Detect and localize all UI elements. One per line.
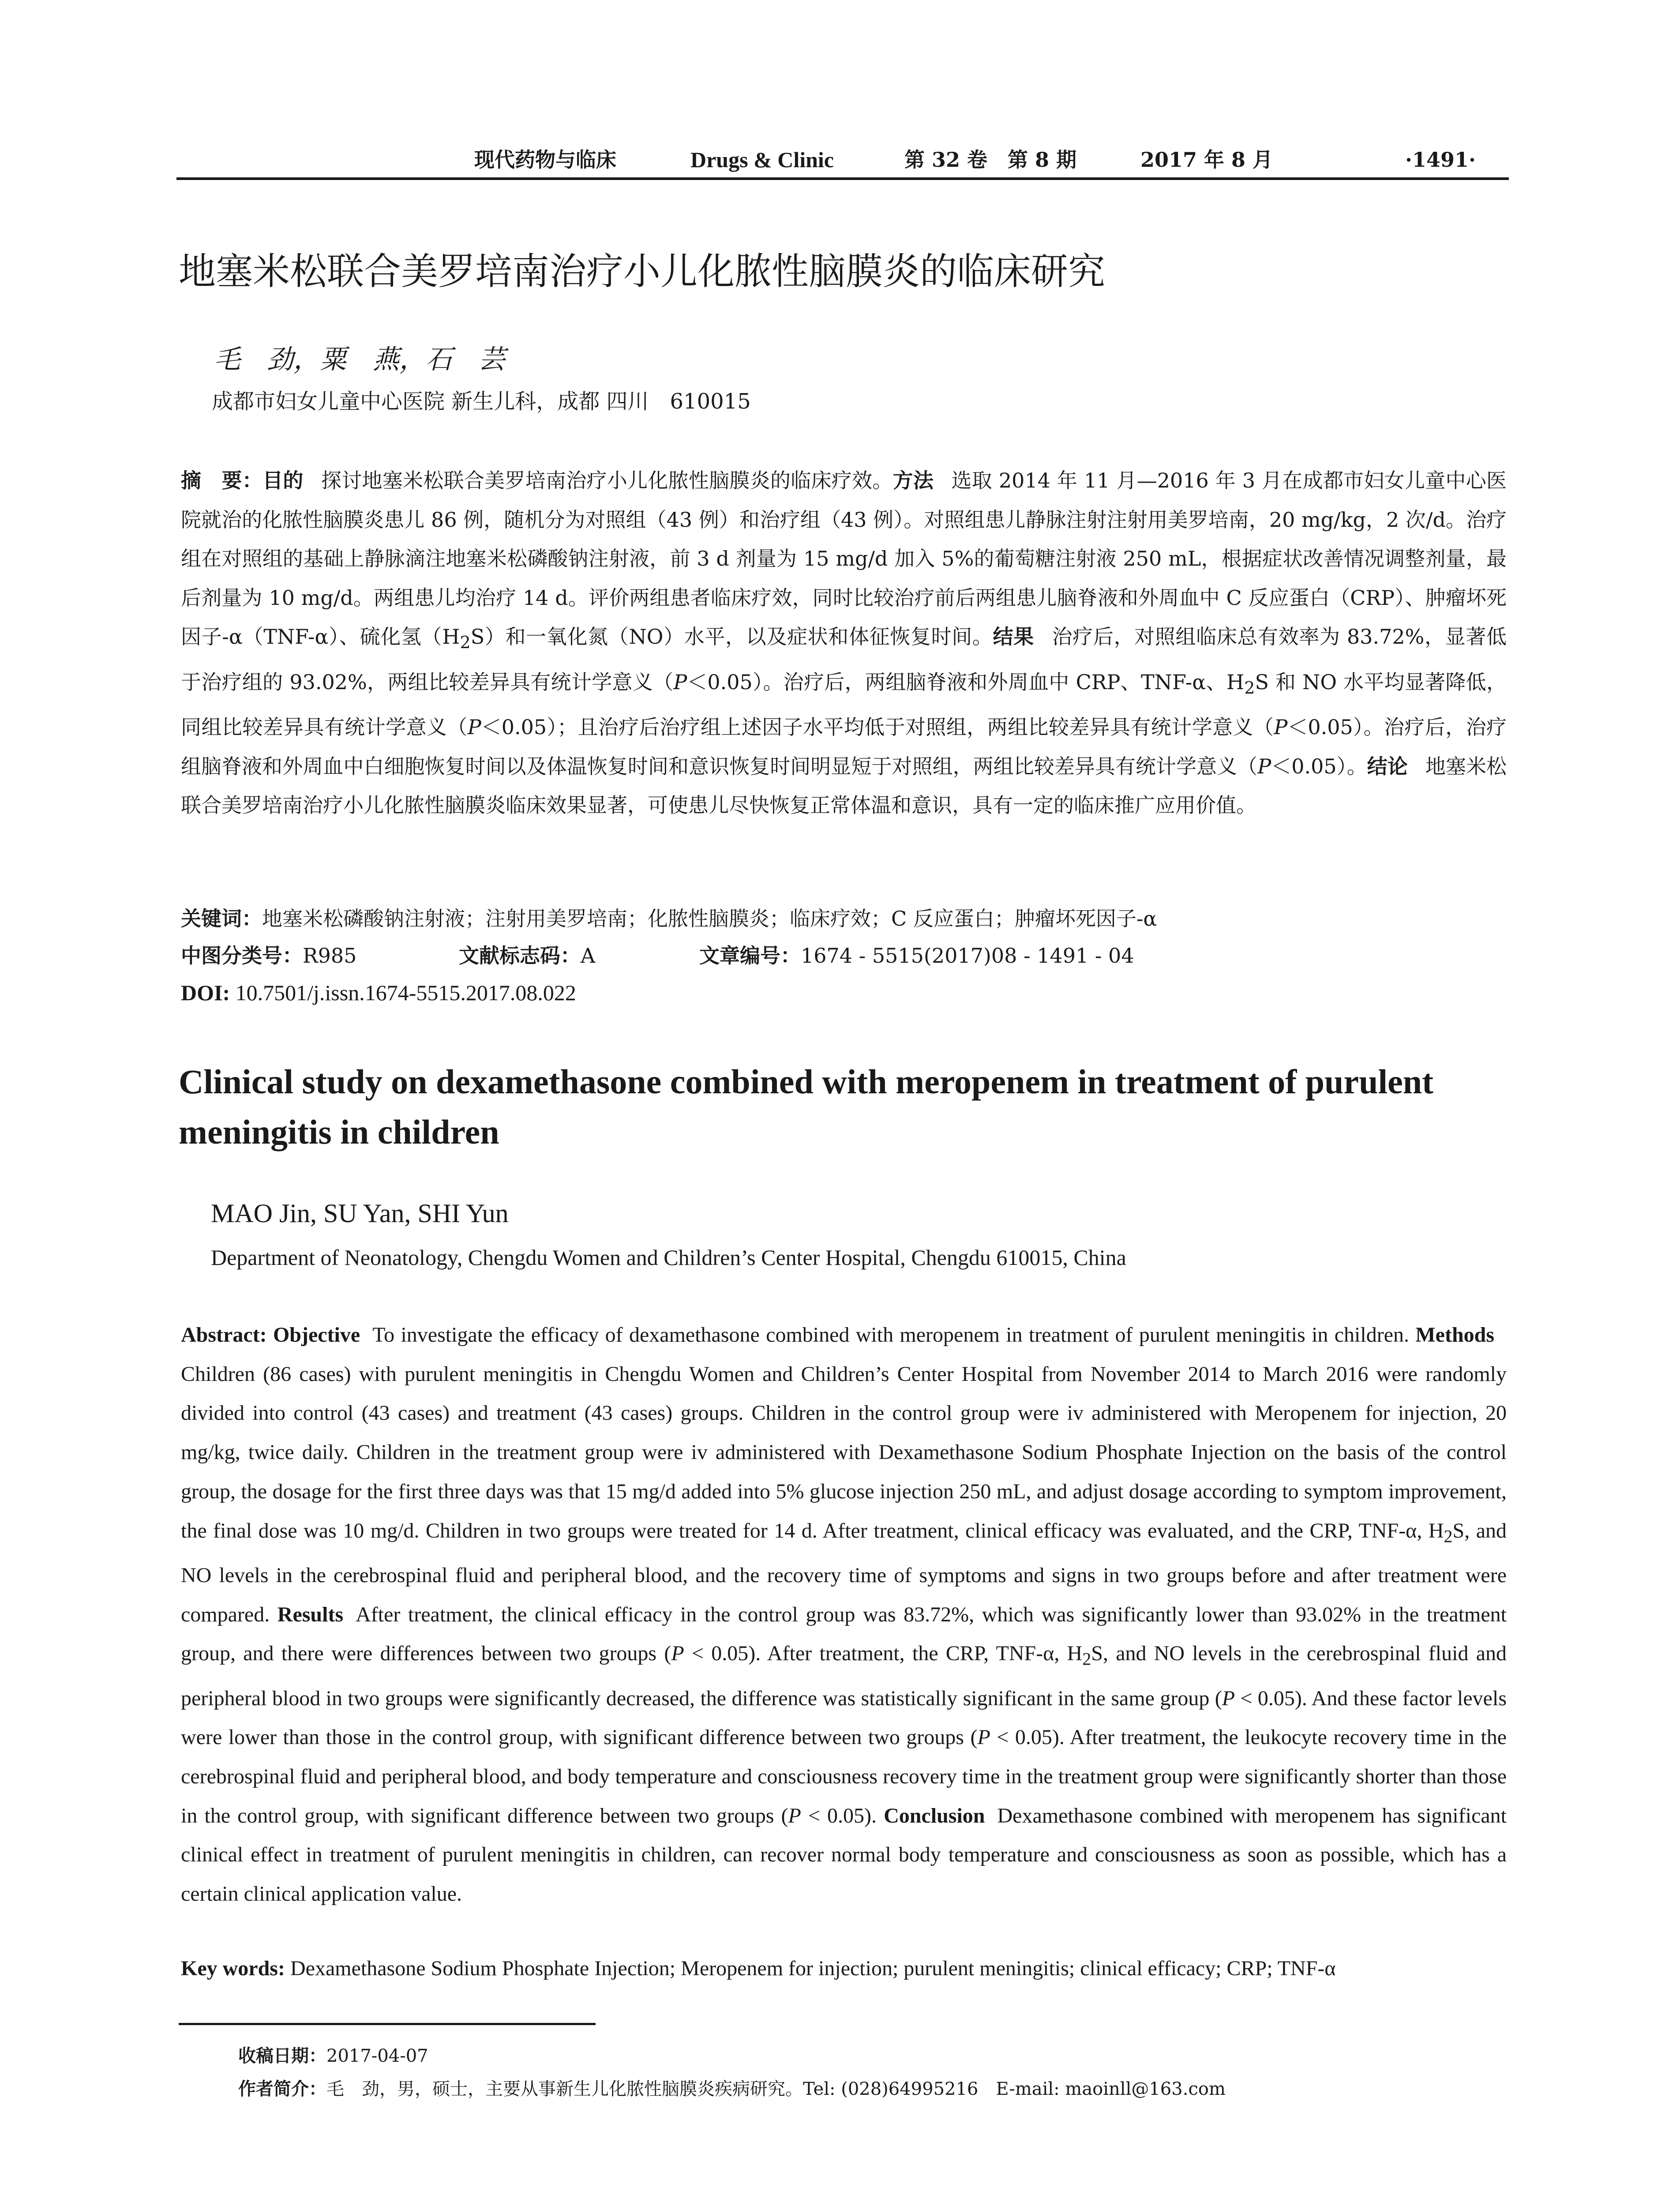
conclusion-cn-label: 结论 <box>1367 754 1408 778</box>
footnote-author <box>238 2074 1226 2105</box>
author-bio-value: 毛 劲，男，硕士，主要从事新生儿化脓性脑膜炎疾病研究。Tel: (028)64995216 E-mail: maoinll@163.com <box>326 2079 1226 2099</box>
footnote-received <box>238 2041 428 2071</box>
results-cn-text-4: ＜0.05）；且治疗后治疗组上述因子水平均低于对照组，两组比较差异具有统计学意义（ <box>481 715 1274 739</box>
keywords-en <box>181 1950 1336 1987</box>
results-cn-text-1: 治疗后，对照组临床总有效率为 83.72%，显著低于治疗组的 93.02%，两组比较差异具有统计学意义（ <box>181 625 1507 694</box>
methods-en-label: Methods <box>1415 1323 1495 1347</box>
clc-label: 中图分类号： <box>181 944 303 968</box>
p-value-symbol: P <box>1222 1686 1235 1710</box>
doc-code <box>459 937 595 974</box>
title-en-line-1: Clinical study on dexamethasone combined with meropenem in treatment of purulent <box>179 1062 1434 1101</box>
affiliation-cn: 成都市妇女儿童中心医院 新生儿科，成都 四川 610015 <box>212 389 751 414</box>
results-en-text-1: After treatment, the clinical efficacy in the control group was 83.72%, which was significantly lower than 93.02% in the treatment group, and there were differences between two groups ( <box>181 1602 1507 1666</box>
results-cn-text-3: S 和 NO 水平均显著降低，同组比较差异具有统计学意义（ <box>181 670 1507 739</box>
results-en-text-4: < 0.05). And these factor levels were lower than those in the control group, with significant difference between two groups ( <box>181 1686 1507 1749</box>
keywords-en-text: Dexamethasone Sodium Phosphate Injection; Meropenem for injection; purulent meningitis; clinical efficacy; CRP; TNF-α <box>290 1957 1336 1980</box>
header-rule <box>176 177 1509 180</box>
keywords-cn <box>181 900 1157 937</box>
objective-en-text: To investigate the efficacy of dexamethasone combined with meropenem in treatment of purulent meningitis in children. <box>372 1323 1410 1347</box>
doi-value: 10.7501/j.issn.1674-5515.2017.08.022 <box>235 980 576 1005</box>
methods-cn-text-2: S）和一氧化氮（NO）水平，以及症状和体征恢复时间。 <box>470 625 993 649</box>
article-number-label: 文章编号： <box>699 944 801 968</box>
doi-line <box>181 974 576 1011</box>
results-en-text-3: S, and NO levels in the cerebrospinal fluid and peripheral blood in two groups were significantly decreased, the difference was statistically significant in the same group ( <box>181 1642 1507 1710</box>
results-cn-text-6: ＜0.05）。 <box>1271 754 1367 778</box>
doc-code-label: 文献标志码： <box>459 944 581 968</box>
abstract-cn-label: 摘 要： <box>181 469 263 492</box>
clc-value: R985 <box>303 944 357 968</box>
p-value-symbol: P <box>1257 754 1271 778</box>
methods-en-text-2: S, and NO levels in the cerebrospinal fluid and peripheral blood, and the recovery time of symptoms and signs in two groups before and after treatment were compared. <box>181 1519 1507 1626</box>
results-en-text-6: < 0.05). <box>801 1804 877 1827</box>
authors-en: MAO Jin, SU Yan, SHI Yun <box>211 1199 509 1228</box>
article-number <box>699 937 1134 974</box>
conclusion-en-label: Conclusion <box>884 1804 985 1827</box>
methods-cn-label: 方法 <box>892 469 934 492</box>
keywords-en-label: Key words: <box>181 1957 285 1980</box>
received-value: 2017-04-07 <box>326 2046 428 2066</box>
authors-cn: 毛 劲，粟 燕，石 芸 <box>214 344 505 375</box>
results-en-label: Results <box>277 1602 344 1626</box>
methods-cn-text: 选取 2014 年 11 月—2016 年 3 月在成都市妇女儿童中心医院就治的化脓性脑膜炎患儿 86 例，随机分为对照组（43 例）和治疗组（43 例）。对照组患儿静脉注射注射用美罗培南，20 mg/kg，2 次/d。治疗组在对照组的基础上静脉滴注地塞米松磷酸钠注射液，前 3 d 剂量为 15 mg/d 加入 5%的葡萄糖注射液 250 mL，根据症状改善情况调整剂量，最后剂量为 10 mg/d。两组患儿均治疗 14 d。评价两组患者临床疗效，同时比较治疗前后两组患儿脑脊液和外周血中 C 反应蛋白（CRP）、肿瘤坏死因子-α（TNF-α）、硫化氢（H <box>181 469 1507 649</box>
title-en-line-2: meningitis in children <box>179 1113 499 1151</box>
abstract-en-label: Abstract: <box>181 1323 267 1347</box>
received-label: 收稿日期： <box>238 2046 326 2066</box>
results-cn-label: 结果 <box>993 625 1034 649</box>
page-number: ·1491· <box>1405 148 1476 172</box>
methods-cn-sub: 2 <box>460 633 471 653</box>
results-cn-text-5: ＜0.05）。治疗后，治疗组脑脊液和外周血中白细胞恢复时间以及体温恢复时间和意识恢复时间明显短于对照组，两组比较差异具有统计学意义（ <box>181 715 1507 778</box>
affiliation-en: Department of Neonatology, Chengdu Women and Children’s Center Hospital, Chengdu 610015, China <box>211 1245 1126 1270</box>
conclusion-en-text: Dexamethasone combined with meropenem has significant clinical effect in treatment of purulent meningitis in children, can recover normal body temperature and consciousness as soon as possible, which has a certain clinical application value. <box>181 1804 1507 1906</box>
volume-issue: 第 32 卷 第 8 期 <box>904 148 1077 172</box>
keywords-cn-text: 地塞米松磷酸钠注射液；注射用美罗培南；化脓性脑膜炎；临床疗效；C 反应蛋白；肿瘤坏死因子-α <box>262 907 1157 930</box>
objective-en-label: Objective <box>273 1323 360 1347</box>
keywords-cn-label: 关键词： <box>181 907 262 930</box>
article-number-value: 1674 - 5515(2017)08 - 1491 - 04 <box>801 944 1134 968</box>
p-value-symbol: P <box>977 1726 990 1749</box>
objective-cn-text: 探讨地塞米松联合美罗培南治疗小儿化脓性脑膜炎的临床疗效。 <box>321 469 893 492</box>
classification-line <box>181 937 1504 974</box>
results-cn-sub: 2 <box>1244 678 1255 698</box>
results-en-text-2: < 0.05). After treatment, the CRP, TNF-α, H <box>684 1642 1083 1666</box>
p-value-symbol: P <box>1274 715 1288 739</box>
doi-label: DOI: <box>181 980 230 1005</box>
footnote-rule <box>179 2023 596 2025</box>
doc-code-value: A <box>581 944 596 968</box>
results-en-sub: 2 <box>1082 1649 1091 1669</box>
title-cn: 地塞米松联合美罗培南治疗小儿化脓性脑膜炎的临床研究 <box>179 250 1106 293</box>
title-en <box>179 1057 1511 1157</box>
conclusion-cn-text: 地塞米松联合美罗培南治疗小儿化脓性脑膜炎临床效果显著，可使患儿尽快恢复正常体温和意识，具有一定的临床推广应用价值。 <box>181 754 1507 818</box>
results-en-text-5: < 0.05). After treatment, the leukocyte recovery time in the cerebrospinal fluid and peripheral blood, and body temperature and consciousness recovery time in the treatment group were significantly shorter than those in the control group, with significant difference between two groups ( <box>181 1726 1507 1827</box>
author-bio-label: 作者简介： <box>238 2079 326 2099</box>
issue-date: 2017 年 8 月 <box>1140 148 1273 172</box>
p-value-symbol: P <box>671 1642 684 1666</box>
p-value-symbol: P <box>788 1804 801 1827</box>
journal-name-cn: 现代药物与临床 <box>474 148 616 172</box>
results-cn-text-2: ＜0.05）。治疗后，两组脑脊液和外周血中 CRP、TNF-α、H <box>687 670 1245 694</box>
p-value-symbol: P <box>467 715 481 739</box>
p-value-symbol: P <box>673 670 687 694</box>
abstract-en <box>181 1316 1507 1914</box>
objective-cn-label: 目的 <box>262 469 304 492</box>
methods-en-sub: 2 <box>1444 1526 1453 1546</box>
methods-en-text: Children (86 cases) with purulent meningitis in Chengdu Women and Children’s Center Hospital from November 2014 to March 2016 were randomly divided into control (43 cases) and treatment (43 cases) groups. Children in the control group were iv administered with Meropenem for injection, 20 mg/kg, twice daily. Children in the treatment group were iv administered with Dexamethasone Sodium Phosphate Injection on the basis of the control group, the dosage for the first three days was that 15 mg/d added into 5% glucose injection 250 mL, and adjust dosage according to symptom improvement, the final dose was 10 mg/d. Children in two groups were treated for 14 d. After treatment, clinical efficacy was evaluated, and the CRP, TNF-α, H <box>181 1362 1507 1542</box>
journal-name-en: Drugs & Clinic <box>690 147 834 172</box>
abstract-cn <box>181 461 1507 825</box>
